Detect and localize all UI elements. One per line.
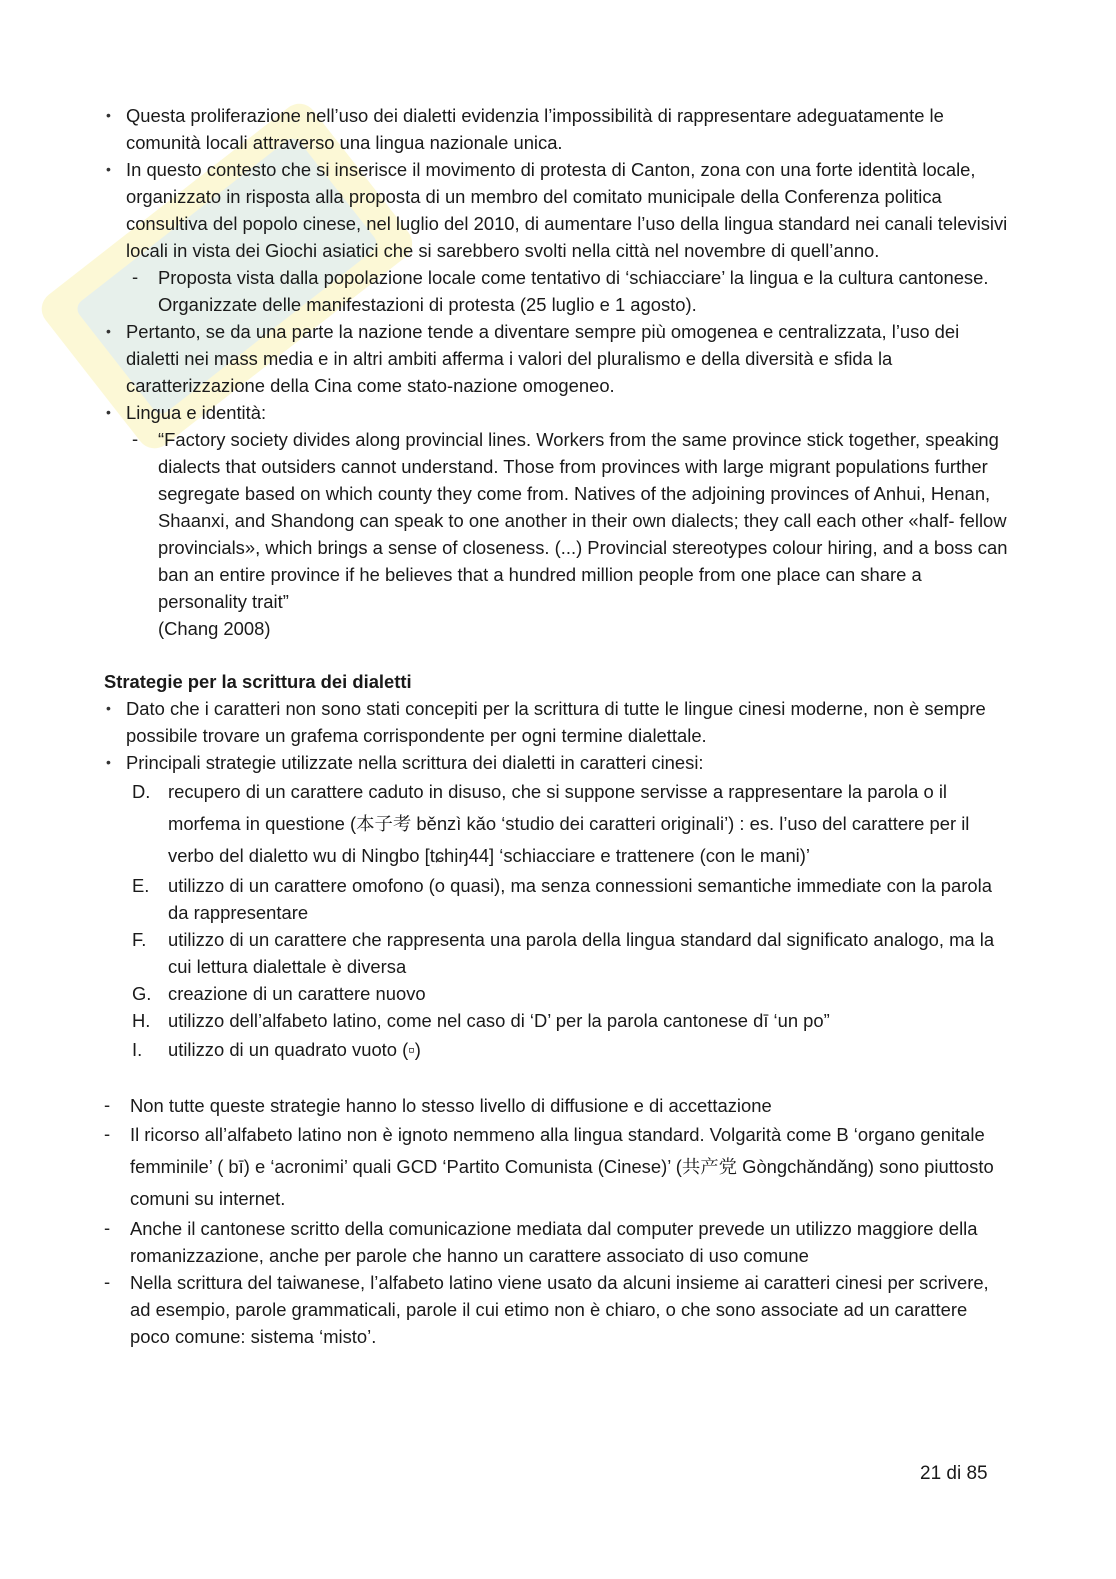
strategy-text: recupero di un carattere caduto in disuso, che si suppone servisse a rappresentare la parola o il morfema in questione (本子考 běnzì kǎo ‘studio dei caratteri originali’) : es. l’uso del carattere per il verbo del dialetto wu di Ningbo [tɕhiŋ44] ‘schiacciare e trattenere (con le mani)’ (168, 781, 970, 866)
strategy-item (104, 980, 1012, 1007)
strategy-marker: G. (132, 983, 152, 1004)
strategy-marker: E. (132, 875, 150, 896)
document-page (104, 102, 1012, 1350)
page-number: 21 di 85 (920, 1463, 988, 1484)
strategy-text: utilizzo di un carattere omofono (o quasi), ma senza connessioni semantiche immediate con la parola da rappresentare (168, 875, 992, 923)
strategy-item (104, 1034, 1012, 1066)
list-item: • Lingua e identità: (104, 399, 1012, 426)
note-item: - Nella scrittura del taiwanese, l’alfabeto latino viene usato da alcuni insieme ai caratteri cinesi per scrivere, ad esempio, parole grammaticali, parole il cui etimo non è chiaro, o che sono associate ad un carattere poco comune: sistema ‘misto’. (104, 1269, 1012, 1350)
strategy-text: utilizzo di un carattere che rappresenta una parola della lingua standard dal significato analogo, ma la cui lettura dialettale è diversa (168, 929, 995, 977)
strategie-bullet-list (104, 695, 1012, 776)
strategy-item (104, 926, 1012, 980)
strategy-text: creazione di un carattere nuovo (168, 983, 426, 1004)
note-item: - Non tutte queste strategie hanno lo stesso livello di diffusione e di accettazione (104, 1092, 1012, 1119)
list-item: • Principali strategie utilizzate nella scrittura dei dialetti in caratteri cinesi: (104, 749, 1012, 776)
sub-list-item: - Proposta vista dalla popolazione locale come tentativo di ‘schiacciare’ la lingua e la cultura cantonese. Organizzate delle manifestazioni di protesta (25 luglio e 1 agosto). (104, 264, 1012, 318)
strategy-marker: I. (132, 1039, 143, 1060)
section-heading: Strategie per la scrittura dei dialetti (104, 671, 412, 692)
strategy-text: utilizzo di un quadrato vuoto (▫) (168, 1039, 421, 1060)
note-item: - Anche il cantonese scritto della comunicazione mediata dal computer prevede un utilizzo maggiore della romanizzazione, anche per parole che hanno un carattere associato di uso comune (104, 1215, 1012, 1269)
strategy-marker: H. (132, 1010, 151, 1031)
strategy-marker: F. (132, 929, 147, 950)
list-item: • Questa proliferazione nell’uso dei dialetti evidenzia l’impossibilità di rappresentare adeguatamente le comunità locali attraverso una lingua nazionale unica. (104, 102, 1012, 156)
list-item: • Pertanto, se da una parte la nazione tende a diventare sempre più omogenea e centralizzata, l’uso dei dialetti nei mass media e in altri ambiti afferma i valori del pluralismo e della diversità e sfida la caratterizzazione della Cina come stato-nazione omogeneo. (104, 318, 1012, 399)
strategy-item (104, 776, 1012, 872)
strategy-item (104, 1007, 1012, 1034)
notes-list (104, 1092, 1012, 1350)
list-item: • In questo contesto che si inserisce il movimento di protesta di Canton, zona con una forte identità locale, organizzato in risposta alla proposta di un membro del comitato municipale della Conferenza politica consultiva del popolo cinese, nel luglio del 2010, di aumentare l’uso della lingua standard nei canali televisivi locali in vista dei Giochi asiatici che si sarebbero svolti nella città nel novembre di quell’anno. (104, 156, 1012, 264)
quote-source: (Chang 2008) (158, 618, 271, 639)
strategy-marker: D. (132, 781, 151, 802)
strategy-list (104, 776, 1012, 1066)
list-item: • Dato che i caratteri non sono stati concepiti per la scrittura di tutte le lingue cinesi moderne, non è sempre possibile trovare un grafema corrispondente per ogni termine dialettale. (104, 695, 1012, 749)
top-bullet-list (104, 102, 1012, 642)
note-item: - Il ricorso all’alfabeto latino non è ignoto nemmeno alla lingua standard. Volgarità come B ‘organo genitale femminile’ ( bī) e ‘acronimi’ quali GCD ‘Partito Comunista (Cinese)’ (共产党 Gòngchǎndǎng) sono piuttosto comuni su internet. (104, 1119, 1012, 1215)
quote-text: - “Factory society divides along provincial lines. Workers from the same province stick together, speaking dialects that outsiders cannot understand. Those from provinces with large migrant populations further segregate based on which county they come from. Natives of the adjoining provinces of Anhui, Henan, Shaanxi, and Shandong can speak to one another in their own dialects; they call each other «half- fellow provincials», which brings a sense of closeness. (...) Provincial stereotypes colour hiring, and a boss can ban an entire province if he believes that a hundred million people from one place can share a personality trait” (104, 426, 1012, 615)
strategy-item (104, 872, 1012, 926)
strategy-text: utilizzo dell’alfabeto latino, come nel caso di ‘D’ per la parola cantonese dī ‘un po” (168, 1010, 830, 1031)
